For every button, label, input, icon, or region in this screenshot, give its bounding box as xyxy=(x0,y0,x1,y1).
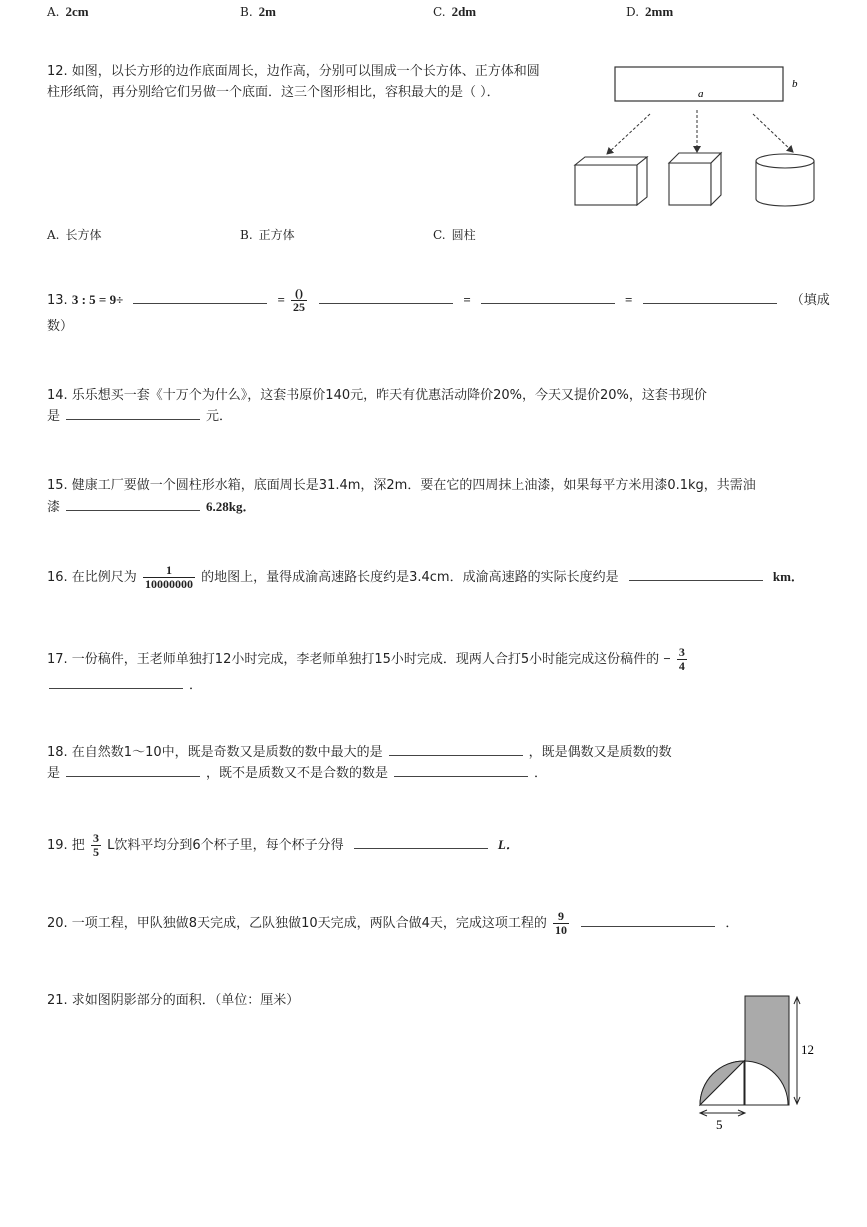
q12-option-a: A. 长方体 xyxy=(47,228,102,242)
q11-option-a: A. 2cm xyxy=(47,4,89,19)
q13-fraction: $\frac{()}{25}$ xyxy=(293,286,306,314)
q21-figure xyxy=(690,990,830,1135)
cube-shape xyxy=(669,153,721,205)
cylinder-shape xyxy=(756,154,814,206)
q18-line2: 是 ，既不是质数又不是合数的数是 ． xyxy=(47,766,548,781)
q14-line2: 是 元． xyxy=(47,409,233,424)
q11-option-b: B. 2m xyxy=(240,4,276,19)
q14-line1: 14. 乐乐想买一套《十万个为什么》，这套书原价140元，昨天有优惠活动降价20%，今天又提价20%，这套书现价 xyxy=(47,388,707,403)
q17-line1: 17. 一份稿件，王老师单独打12小时完成，李老师单独打15小时完成．现两人合打5小时能完成这份稿件的 − $\frac{3}{4}$ xyxy=(47,645,685,673)
q17-blank[interactable] xyxy=(49,676,183,689)
q20-blank[interactable] xyxy=(581,914,715,927)
cuboid-shape xyxy=(575,157,647,205)
arrow-right xyxy=(753,114,793,152)
label-a: a xyxy=(698,88,704,100)
arrow-left xyxy=(607,114,650,154)
q13-blank-4[interactable] xyxy=(643,291,777,304)
label-12: 12 xyxy=(801,1042,814,1057)
q13-line1: 13. 3 : 5 = 9÷ = $\frac{()}{25}$ = = （填成 xyxy=(47,286,830,314)
q19-blank[interactable] xyxy=(354,836,488,849)
q17-fraction: $\frac{3}{4}$ xyxy=(678,645,685,673)
q15-blank[interactable] xyxy=(66,498,200,511)
q11-option-d: D. 2mm xyxy=(626,4,674,19)
q13-line2: 数） xyxy=(47,319,74,334)
q15-line2: 漆 6.28kg． xyxy=(47,499,256,515)
q11-option-c: C. 2dm xyxy=(433,4,477,19)
q18-blank-1[interactable] xyxy=(389,743,523,756)
q19-line: 19. 把 $\frac{3}{5}$ L饮料平均分到6个杯子里，每个杯子分得 L． xyxy=(47,831,519,859)
q16-blank[interactable] xyxy=(629,568,763,581)
q15-line1: 15. 健康工厂要做一个圆柱形水箱，底面周长是31.4m，深2m．要在它的四周抹上油漆，如果每平方米用漆0.1kg，共需油 xyxy=(47,478,756,493)
q21-text: 21. 求如图阴影部分的面积．（单位：厘米） xyxy=(47,993,300,1008)
q12-option-b: B. 正方体 xyxy=(240,228,295,242)
q13-blank-2[interactable] xyxy=(319,291,453,304)
label-5: 5 xyxy=(716,1117,723,1132)
q13-blank-1[interactable] xyxy=(133,291,267,304)
q18-blank-3[interactable] xyxy=(394,764,528,777)
q12-line1: 12. 如图，以长方形的边作底面周长，边作高，分别可以围成一个长方体、正方体和圆 xyxy=(47,64,540,79)
q20-fraction: $\frac{9}{10}$ xyxy=(555,909,568,937)
q18-blank-2[interactable] xyxy=(66,764,200,777)
q14-blank[interactable] xyxy=(66,407,200,420)
q12-figure xyxy=(565,58,825,213)
q12-option-c: C. 圆柱 xyxy=(433,228,476,242)
q12-line2: 柱形纸筒，再分别给它们另做一个底面．这三个图形相比，容积最大的是（ ）． xyxy=(47,85,500,100)
label-b: b xyxy=(792,78,798,90)
q16-line: 16. 在比例尺为 $\frac{1}{10000000}$ 的地图上，量得成渝高速路长度约是3.4cm．成渝高速路的实际长度约是 km． xyxy=(47,563,804,591)
q13-blank-3[interactable] xyxy=(481,291,615,304)
q19-fraction: $\frac{3}{5}$ xyxy=(92,831,99,859)
q18-line1: 18. 在自然数1～10中，既是奇数又是质数的数中最大的是 ，既是偶数又是质数的数 xyxy=(47,745,672,760)
q17-line2: ． xyxy=(47,675,202,696)
q20-line: 20. 一项工程，甲队独做8天完成，乙队独做10天完成，两队合做4天，完成这项工程的 $\frac{9}{10}$ ． xyxy=(47,909,739,937)
q16-scale-fraction: $\frac{1}{10000000}$ xyxy=(144,563,193,591)
